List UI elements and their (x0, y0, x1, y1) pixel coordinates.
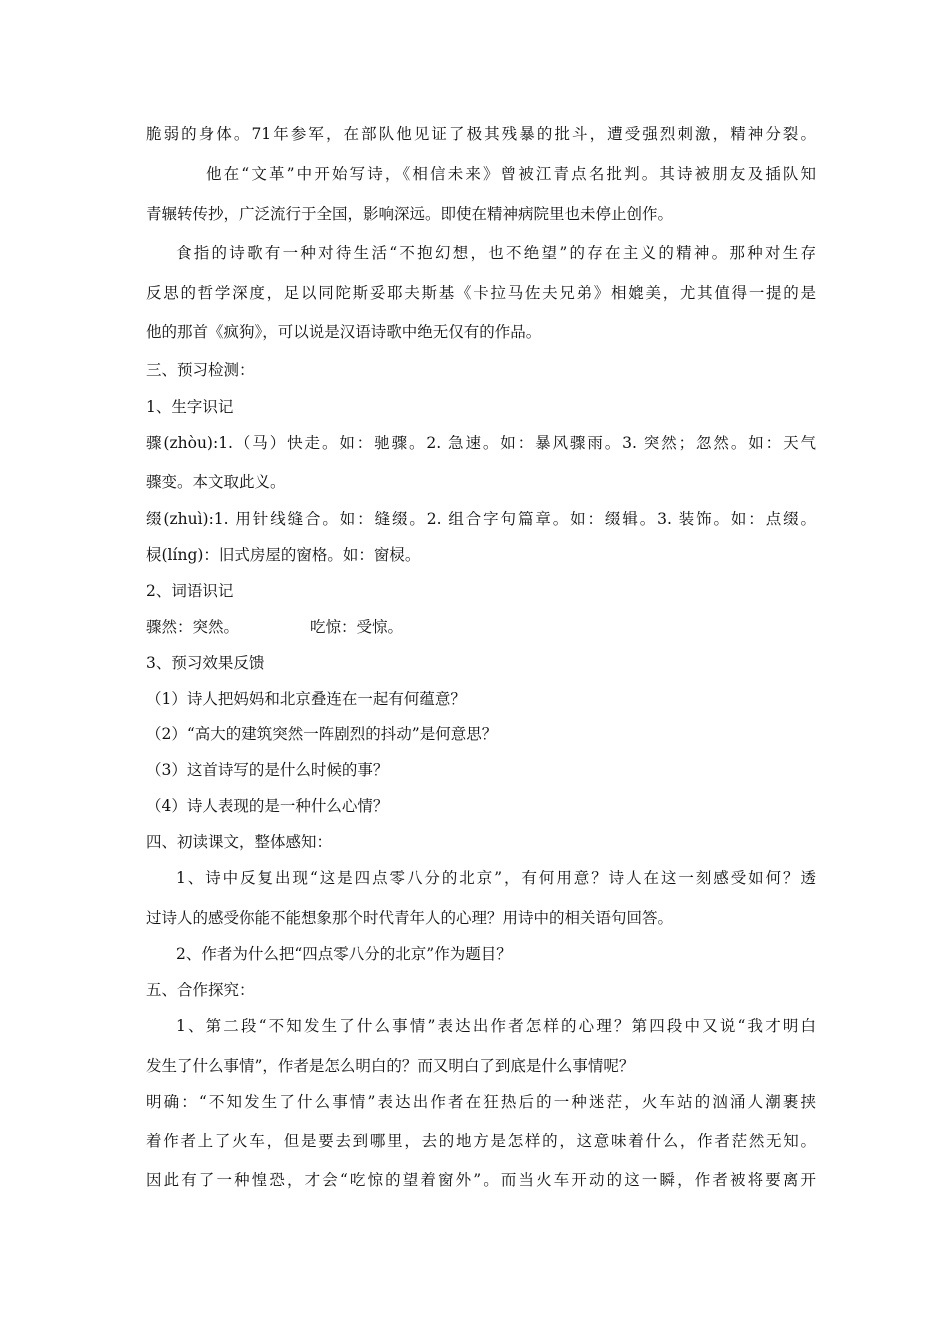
glossary-entry: 骤(zhòu):1.（马）快走。如：驰骤。2. 急速。如：暴风骤雨。3. 突然；忽然。如：天气 (146, 434, 816, 452)
paragraph-line: 他的那首《疯狗》，可以说是汉语诗歌中绝无仅有的作品。 (146, 323, 542, 341)
glossary-entry: 棂(líng)：旧式房屋的窗格。如：窗棂。 (146, 546, 421, 564)
question-line: 2、作者为什么把“四点零八分的北京”作为题目？ (176, 945, 512, 963)
glossary-entry: 骤变。本文取此义。 (146, 473, 286, 491)
subsection-heading: 1、生字识记 (146, 398, 234, 416)
answer-line: 明确：“不知发生了什么事情”表达出作者在狂热后的一种迷茫，火车站的汹涌人潮裹挟 (146, 1093, 816, 1111)
glossary-entry: 缀(zhuì):1. 用针线缝合。如：缝缀。2. 组合字句篇章。如：缀辑。3. 装饰。如：点缀。 (146, 510, 816, 528)
paragraph-line: 脆弱的身体。71年参军，在部队他见证了极其残暴的批斗，遭受强烈刺激，精神分裂。 (146, 125, 816, 143)
question-item: （3）这首诗写的是什么时候的事？ (146, 761, 389, 779)
question-line: 过诗人的感受你能不能想象那个时代青年人的心理？用诗中的相关语句回答。 (146, 909, 674, 927)
subsection-heading: 3、预习效果反馈 (146, 654, 265, 672)
question-line: 1、诗中反复出现“这是四点零八分的北京”，有何用意？诗人在这一刻感受如何？透 (176, 869, 816, 887)
paragraph-line: 他在“文革”中开始写诗，《相信未来》曾被江青点名批判。其诗被朋友及插队知 (206, 165, 816, 183)
answer-line: 因此有了一种惶恐，才会“吃惊的望着窗外”。而当火车开动的这一瞬，作者被将要离开 (146, 1171, 816, 1189)
paragraph-line: 反思的哲学深度，足以同陀斯妥耶夫斯基《卡拉马佐夫兄弟》相媲美，尤其值得一提的是 (146, 284, 816, 302)
question-item: （2）“高大的建筑突然一阵剧烈的抖动”是何意思？ (146, 725, 498, 743)
answer-line: 着作者上了火车，但是要去到哪里，去的地方是怎样的，这意味着什么，作者茫然无知。 (146, 1132, 816, 1150)
question-line: 发生了什么事情”，作者是怎么明白的？而又明白了到底是什么事情呢？ (146, 1057, 635, 1075)
question-item: （1）诗人把妈妈和北京叠连在一起有何蕴意？ (146, 690, 466, 708)
vocabulary-term-2: 吃惊：受惊。 (310, 618, 404, 636)
section-heading: 五、合作探究： (146, 981, 255, 999)
question-item: （4）诗人表现的是一种什么心情？ (146, 797, 389, 815)
vocabulary-term-1: 骤然：突然。 (146, 618, 240, 636)
section-heading: 四、初读课文，整体感知： (146, 833, 333, 851)
paragraph-line: 食指的诗歌有一种对待生活“不抱幻想，也不绝望”的存在主义的精神。那种对生存 (176, 244, 816, 262)
vocabulary-entry (146, 617, 816, 637)
question-line: 1、第二段“不知发生了什么事情”表达出作者怎样的心理？第四段中又说“我才明白 (176, 1017, 816, 1035)
paragraph-line: 青辗转传抄，广泛流行于全国，影响深远。即使在精神病院里也未停止创作。 (146, 205, 674, 223)
section-heading: 三、预习检测： (146, 361, 255, 379)
subsection-heading: 2、词语识记 (146, 582, 234, 600)
